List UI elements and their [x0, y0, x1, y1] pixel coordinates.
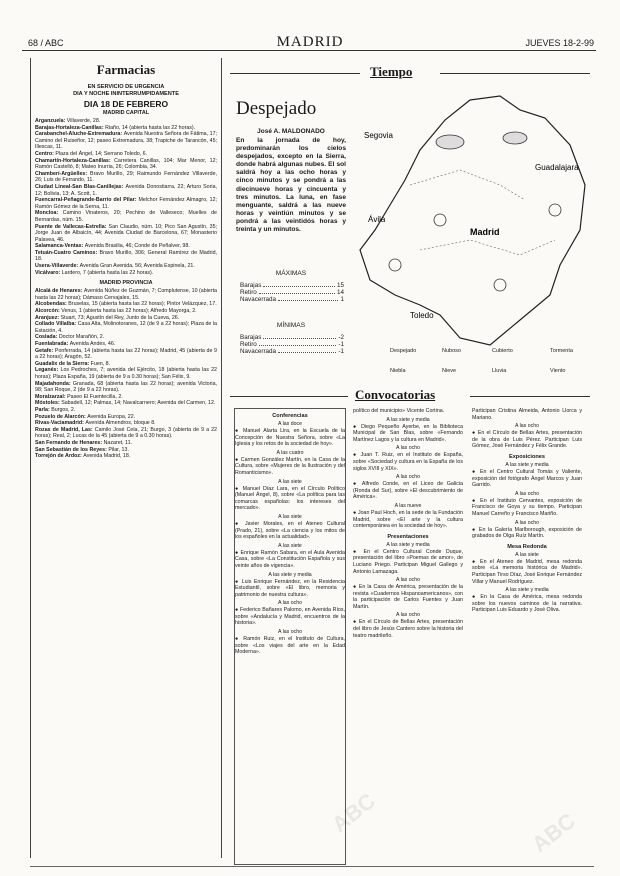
pharmacy-entry: Chamartín-Hortaleza-Canillas: Carretera Canillas, 104; Mar Menor, 12; Ramón Castelló, 8; Mateo Inurria, 26; Colombia, 34.	[35, 157, 217, 171]
pharmacy-entry: Getafe: Ponferrada, 14 (abierta hasta las 22 horas); Madrid, 45 (abierta de 9 a 22 horas); Aragón, 52.	[35, 347, 217, 361]
pharmacy-entry: Alcalá de Henares: Avenida Núñez de Guzmán, 7; Complutense, 10 (abierta hasta las 22 horas); Dámaso Cervajales, 15.	[35, 288, 218, 301]
event-time: A las siete y media	[505, 587, 549, 594]
maximas-row: Barajas 15	[240, 282, 344, 289]
event-time: A las ocho	[515, 519, 539, 526]
pharmacy-entry: San Fernando de Henares: Nazaret, 11.	[35, 439, 133, 446]
event-time: A las ocho	[278, 629, 302, 636]
exposiciones-heading: Exposiciones	[508, 453, 546, 460]
capital-list	[31, 118, 221, 276]
conv-rule-left	[230, 396, 348, 397]
conv-rule-right	[470, 396, 590, 397]
col3-list	[472, 423, 582, 450]
pharmacy-entry: Móstoles: Sabadell, 12; Palmas, 14; Navalcarnero; Avenida del Carmen, 12.	[35, 400, 216, 407]
watermark: ABC	[327, 788, 381, 838]
watermark: ABC	[527, 808, 581, 858]
event-entry: ● Manuel Díaz Lara, en el Círculo Político (Manuel Ángel, 8), sobre «La política para las comarcas españolas: los intereses del mercado».	[235, 485, 345, 512]
event-time: A las siete y media	[386, 541, 430, 548]
event-time: A las siete	[278, 513, 302, 520]
event-entry: ● Luis Enrique Fernández, en la Residencia Estudiantil, sobre «El libro, memoria y patrimonio de nuestra cultura».	[235, 578, 345, 598]
event-entry: ● En el Círculo de Bellas Artes, presentación del libro de Jesús Cantero sobre la historia del teatro madrileño.	[353, 619, 463, 639]
convocatorias-header	[230, 387, 590, 403]
event-entry: ● En el Centro Cultural Tomás y Valiente, exposición del fotógrafo Ángel Marcos y Juan Garrido.	[472, 468, 582, 489]
event-time: A las ocho	[396, 474, 420, 481]
pharmacy-entry: Rivas-Vaciamadrid: Avenida Almendros, bloque 8.	[35, 420, 156, 427]
capital-heading: MADRID CAPITAL	[102, 110, 149, 116]
farmacias-column	[30, 58, 222, 858]
minimas-heading: MÍNIMAS	[276, 322, 306, 329]
event-entry: ● Federico Bañares Palomo, en Avenida Ríos, sobre «Andalucía y Madrid, encuentros de la historia».	[235, 607, 345, 627]
event-entry: ● Juan T. Ruiz, en el Instituto de España, sobre «Sociedad y cultura en la España de los siglos XVIII y XIX».	[353, 452, 463, 472]
pharmacy-entry: Centro: Plaza del Ángel, 14; Serrano Toledo, 6.	[35, 150, 148, 157]
event-entry: ● Ramón Ruiz, en el Instituto de Cultura, sobre «Los viajes del arte en la Edad Moderna».	[235, 636, 345, 656]
farmacias-subtitle-1: EN SERVICIO DE URGENCIA	[87, 84, 165, 90]
pharmacy-entry: Carabanchel-Aluche-Extremadura: Avenida Nuestra Señora de Fátima, 17; Camino del Ruiseñor, 12; paseo Extremadura, 38; Trapiche de Tarancón, 45; Illescas, 11.	[35, 131, 217, 151]
event-time: A las ocho	[396, 612, 420, 619]
pharmacy-entry: Torrejón de Ardoz: Avenida Madrid, 18.	[35, 453, 131, 460]
event-entry: ● Carmen González Martín, en la Casa de la Cultura, sobre «Mujeres de la Ilustración y del Romanticismo».	[235, 456, 345, 476]
svg-text:Viento: Viento	[550, 368, 566, 374]
pharmacy-entry: Collado Villalba: Casa Alta, Molinotoranes, 12 (de 9 a 22 horas); Plaza de la Estación, 4.	[35, 321, 217, 334]
event-time: A las siete y media	[505, 461, 549, 468]
pharmacy-entry: Puente de Vallecas-Estrella: San Claudio, núm. 10; Pico San Agustín, 35; Jorge Juan de Albaicín, 44; Avenida Ciudad de Barcelona, 67; Monasterio Palavea, 46.	[35, 223, 217, 243]
col2-lead: político del municipio» Vicente Cortina.	[353, 408, 445, 414]
weather-map	[350, 90, 592, 378]
event-entry: ● Alfredo Conde, en el Liceo de Galicia (Ronda del Sur), sobre «El descubrimiento de América».	[353, 481, 463, 501]
pharmacy-entry: Ciudad Lineal-San Blas-Canillejas: Avenida Donostiarra, 22; Arturo Soria, 12; Bolivia, 13; A. Scott, 1.	[35, 183, 217, 197]
svg-text:Lluvia: Lluvia	[492, 368, 507, 374]
cloud-icon	[436, 132, 527, 149]
pharmacy-entry: Alcobendas: Bruselas, 15 (abierta hasta las 22 horas); Pintor Velázquez, 17.	[35, 301, 217, 308]
pharmacy-entry: Moralzarzal: Paseo El Fuentecilla, 2.	[35, 393, 123, 400]
event-time: A las nueve	[394, 502, 422, 509]
provincia-list	[31, 288, 221, 459]
mesa-redonda-list	[472, 552, 582, 614]
page-number: 68 / ABC	[28, 38, 64, 48]
event-entry: ● En la Galería Marlborough, exposición de grabados de Olga Ruíz Martín.	[472, 526, 582, 540]
pharmacy-entry: Guadalix de la Sierra: Fuen, 8.	[35, 360, 111, 367]
event-time: A las siete	[515, 551, 539, 558]
pharmacy-entry: Aranjuez: Stuart, 73; Agustín del Rey, Junto de la Cueva, 26.	[35, 314, 180, 321]
conferencias-list	[235, 421, 345, 656]
event-entry: ● Joan Paul Hoch, en la sede de la Fundación Madrid, sobre «El arte y la cultura contemporánea en la sociedad de hoy».	[353, 509, 463, 530]
event-entry: ● Javier Morales, en el Ateneo Cultural (Prado, 21), sobre «La ciencia y los mitos de los españoles en la actualidad».	[235, 520, 345, 541]
event-time: A las ocho	[515, 423, 539, 430]
city-toledo: Toledo	[410, 311, 434, 320]
minimas-row: Barajas -2	[240, 334, 344, 341]
pharmacy-entry: Fuencarral-Peñagrande-Barrio del Pilar: Melchor Fernández Almagro, 12; Ramón Gómez de la Serna, 11.	[35, 197, 217, 210]
presentaciones-heading: Presentaciones	[387, 533, 429, 540]
pharmacy-entry: Pozuelo de Alarcón: Avenida Europa, 22.	[35, 413, 136, 420]
event-time: A las siete y media	[386, 416, 430, 423]
minimas-row: Navacerrada -1	[240, 348, 344, 355]
farmacias-date: DIA 18 DE FEBRERO	[83, 99, 169, 109]
event-time: A las siete	[278, 478, 302, 485]
event-entry: ● En el Círculo de Bellas Artes, presentación de la obra de Luis Pérez. Participan Luis Gómez, José Fernández y Félix Grande.	[472, 430, 582, 450]
event-entry: ● En el Ateneo de Madrid, mesa redonda sobre «La memoria histórica de Madrid». Participan Tirso Díaz, José Enrique Fernández Villar y Manuel Rodríguez.	[472, 558, 582, 585]
event-time: A las cuatro	[276, 449, 304, 456]
pharmacy-entry: Vicálvaro: Lardero, 7 (abierta hasta las 22 horas).	[35, 269, 154, 276]
pharmacy-entry: Rozas de Madrid, Las: Camilo José Cela, 21; Burgo, 3 (abierta de 9 a 22 horas); Real, 2; Lucas de la 45 (abierta de 9 a 0.30 horas).	[35, 426, 217, 440]
convocatorias-heading: Convocatorias	[355, 387, 436, 402]
minimas-table	[240, 334, 344, 355]
tiempo-rule-left	[230, 73, 360, 74]
byline: José A. MALDONADO	[257, 128, 325, 135]
event-entry: ● Enrique Ramón Sabara, en el Aula Avenida Casa, sobre «La Constitución Española y sus veinte años de vigencia».	[235, 549, 345, 569]
header-rule	[22, 50, 596, 51]
pharmacy-entry: Majadahonda: Granada, 68 (abierta hasta las 22 horas); avenida Victoria, 98; San Roque, 2 (de 9 a 22 horas).	[35, 380, 217, 394]
city-guadalajara: Guadalajara	[535, 163, 579, 172]
weather-legend	[390, 348, 574, 374]
section-title: MADRID	[276, 34, 344, 50]
event-entry: ● Diego Pequeño Ayerbe, en la Biblioteca Municipal de San Blas, sobre «Fernando Martínez Lagos y la cultura en Madrid».	[353, 423, 463, 443]
event-time: A las ocho	[396, 577, 420, 584]
conferencias-heading: Conferencias	[272, 413, 308, 419]
svg-text:Despejado: Despejado	[390, 348, 417, 354]
pharmacy-entry: Tetuán-Cuatro Caminos: Bravo Murillo, 306; General Ramírez de Madrid, 18.	[35, 249, 217, 263]
svg-text:Nuboso: Nuboso	[442, 348, 461, 354]
pharmacy-entry: Usera-Villaverde: Avenida Gran Avenida, 56; Avenida Espinela, 21.	[35, 263, 195, 270]
exposiciones-list	[472, 462, 582, 540]
farmacias-title: Farmacias	[96, 62, 156, 77]
presentaciones-list	[353, 542, 463, 640]
col2-list	[353, 417, 463, 530]
city-madrid: Madrid	[470, 227, 500, 237]
pharmacy-entry: Fuenlabrada: Avenida Andes, 46.	[35, 341, 116, 347]
issue-date: JUEVES 18-2-99	[525, 38, 594, 48]
convocatorias-column-3	[472, 408, 582, 863]
pharmacy-entry: Leganés: Los Pedroches, 7; avenida del Ejército, 18 (abierta hasta las 22 horas); Plaza España, 19 (abierta de 9 a 0.30 horas); San Félix, 9.	[35, 367, 217, 380]
region-outline	[360, 96, 585, 345]
sun-icon	[389, 204, 561, 291]
city-avila: Ávila	[368, 215, 386, 224]
event-time: A las ocho	[396, 445, 420, 452]
mesa-redonda-heading: Mesa Redonda	[507, 543, 547, 550]
event-time: A las siete y media	[268, 571, 312, 578]
maximas-row: Navacerrada 1	[240, 296, 344, 303]
weather-title: Despejado	[236, 98, 317, 119]
svg-text:Niebla: Niebla	[390, 368, 406, 374]
col3-lead: Participan Cristina Almeida, Antonio Llorca y Mariano.	[472, 408, 582, 421]
tiempo-header	[230, 64, 590, 80]
svg-text:Nieve: Nieve	[442, 368, 457, 374]
event-time: A las ocho	[278, 600, 302, 607]
city-segovia: Segovia	[364, 131, 393, 140]
pharmacy-entry: Moncloa: Camino Vinateros, 20; Pechino de Valleseco; Muelles de Bernardas, núm. 15.	[35, 210, 217, 223]
event-entry: ● En la Casa de América, presentación de la revista «Cuadernos Hispanoamericanos», con la participación de Carlos Fuentes y Juan Martín.	[353, 584, 463, 610]
pharmacy-entry: Barajas-Hortaleza-Canillas: Riaño, 14 (abierta hasta las 22 horas).	[35, 124, 196, 131]
event-entry: ● En el Centro Cultural Conde Duque, presentación del libro «Poemas de amor», de Luciano Priego. Participan Miguel Gallego y Antonio Lamazaga.	[353, 548, 463, 575]
event-entry: ● En la Casa de América, mesa redonda sobre los nuevos caminos de la narrativa. Participan Luis Eduardo y José Oliva.	[472, 594, 582, 614]
event-entry: ● Manuel Alarta Lira, en la Escuela de la Concepción de Nuestra Señora, sobre «La Iglesia y los retos de la sociedad de hoy».	[235, 428, 345, 448]
maximas-heading: MÁXIMAS	[275, 270, 307, 277]
tiempo-rule-right	[440, 73, 590, 74]
provincia-heading: MADRID PROVINCIA	[99, 280, 153, 287]
event-time: A las ocho	[515, 490, 539, 497]
maximas-row: Retiro 14	[240, 289, 344, 296]
maximas-table	[240, 282, 344, 303]
pharmacy-entry: Parla: Burgos, 2.	[35, 406, 76, 413]
svg-text:Cubierto: Cubierto	[492, 348, 513, 354]
pharmacy-entry: Arganzuela: Villaverde, 28.	[35, 118, 101, 124]
pharmacy-entry: Alcorcón: Venus, 1 (abierta hasta las 22 horas); Alfredo Mayorga, 2.	[35, 308, 197, 315]
weather-text: En la jornada de hoy, predominarán los cielos despejados, excepto en la Sierra, donde habrá algunas nubes. El sol saldrá hoy a las ocho horas y cinco minutos y se pondrá a las diecinueve horas y cincuenta y tres minutos. La luna, en fase menguante, saldrá a las nueve horas y veintiún minutos y se pondrá a las veintidós horas y treinta y un minutos.	[236, 137, 346, 234]
event-entry: ● En el Instituto Cervantes, exposición de Francisco de Goya y su tiempo. Participan Manuel Carreño y Francisco Mariño.	[472, 497, 582, 517]
minimas-row: Retiro -1	[240, 341, 344, 348]
pharmacy-entry: Chamberí-Argüelles: Bravo Murillo, 29; Raimundo Fernández Villaverde, 26; Luis de Ferrando, 11.	[35, 170, 218, 184]
pharmacy-entry: San Sebastián de los Reyes: Pilar, 13.	[35, 446, 129, 453]
event-time: A las doce	[278, 421, 302, 427]
svg-text:Tormenta: Tormenta	[550, 348, 573, 354]
event-time: A las siete	[278, 542, 302, 549]
tiempo-heading: Tiempo	[370, 64, 413, 79]
conferencias-column	[234, 408, 346, 865]
footer-rule	[30, 866, 594, 867]
pharmacy-entry: Coslada: Doctor Marañón, 2.	[35, 334, 105, 341]
farmacias-subtitle-2: DIA Y NOCHE ININTERRUMPIDAMENTE	[73, 91, 179, 97]
pharmacy-entry: Salamanca-Ventas: Avenida Brasilia, 46; Conde de Peñalver, 98.	[35, 243, 190, 250]
